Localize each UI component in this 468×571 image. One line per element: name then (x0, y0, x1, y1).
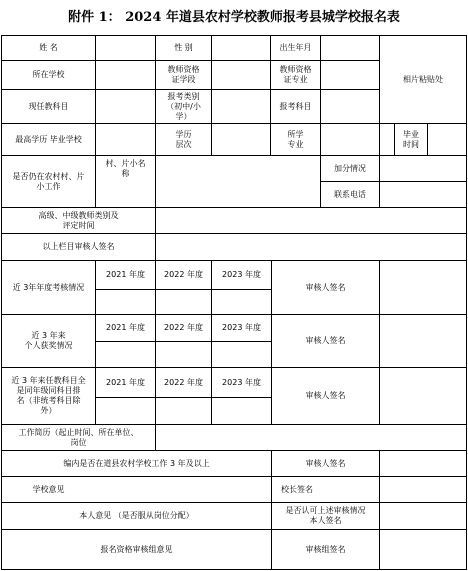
row-line (95, 397, 271, 398)
year-2023: 2023 年度 (222, 270, 261, 279)
label-education-school: 最高学历 毕业学校 (15, 134, 82, 144)
label-principal-sign: 校长签名 (281, 484, 313, 494)
label-reviewer-sign: 审核人签名 (305, 391, 346, 400)
label-rural-3y: 编内是否在道县农村学校工作 3 年及以上 (63, 458, 210, 468)
label-approve-review: 是否认可上述审核情况 本人签名 (285, 506, 366, 525)
label-group-sign: 审核组签名 (305, 544, 346, 554)
label-village-name: 村、片小名 称 (105, 158, 146, 178)
year-2022: 2022 年度 (164, 323, 203, 332)
year-2023: 2023 年度 (222, 323, 261, 332)
label-phone: 联系电话 (334, 189, 366, 199)
label-reviewer-sign: 审核人签名 (305, 458, 346, 468)
col-line (379, 155, 380, 207)
label-assess-3y: 近 3年年度考核情况 (12, 282, 85, 292)
year-2022: 2022 年度 (164, 377, 203, 387)
col-line (379, 450, 380, 529)
label-personal-opinion: 本人意见 （是否服从岗位分配） (79, 511, 194, 520)
col-line (320, 35, 321, 155)
label-work-history: 工作简历（起止时间、所在单位、 岗位 (18, 427, 139, 447)
label-education: 学历 层次 (175, 129, 192, 149)
col-line (95, 123, 96, 155)
row-line (95, 289, 271, 290)
label-apply-subject: 报考科目 (279, 101, 312, 111)
year-2022: 2022 年度 (164, 270, 203, 279)
col-line (155, 207, 156, 260)
label-group-opinion: 报名资格审核组意见 (100, 544, 173, 554)
col-line (379, 260, 380, 424)
col-line (155, 424, 156, 450)
row-line (95, 341, 271, 342)
label-rural-work: 是否仍在农村村、片 小工作 (12, 171, 85, 191)
photo-area: 相片粘贴处 (403, 74, 443, 84)
label-bonus: 加分情况 (334, 163, 366, 173)
label-cert-level: 教师资格 证学段 (167, 65, 200, 84)
col-line (211, 35, 212, 155)
label-name: 姓 名 (39, 43, 58, 52)
col-line (379, 529, 380, 570)
label-school-opinion: 学校意见 (32, 484, 65, 494)
year-2021: 2021 年度 (106, 377, 145, 387)
label-gender: 性 别 (174, 43, 193, 52)
label-title-category: 高级、中级教师类别及 评定时间 (38, 210, 119, 230)
form-title: 附件 1： 2024 年道县农村学校教师报考县城学校报名表 (68, 10, 400, 25)
year-2023: 2023 年度 (222, 377, 261, 387)
label-birth: 出生年月 (279, 43, 312, 52)
label-reviewer-sign: 审核人签名 (305, 336, 346, 345)
year-2021: 2021 年度 (106, 270, 145, 279)
label-award-3y: 近 3 年来 个人获奖情况 (24, 331, 73, 350)
label-current-subject: 现任教科目 (28, 101, 69, 111)
table-right-border (466, 35, 467, 570)
label-reviewer-sign: 审核人签名 (305, 282, 346, 292)
col-line (95, 35, 96, 123)
label-cert-subject: 教师资格 证专业 (279, 65, 312, 84)
label-reviewer-sign-above: 以上栏目审核人签名 (42, 242, 115, 251)
label-apply-category: 报考类别 （初中/小 学） (166, 91, 201, 121)
table-bottom-border (1, 569, 467, 570)
col-line (155, 155, 156, 207)
label-school: 所在学校 (32, 70, 65, 79)
label-grad-time: 毕业 时间 (403, 129, 419, 149)
col-line (427, 123, 428, 155)
label-subject-3y: 近 3 年来任教科目全 是同年级同科目排 名（非统考科目除 外） (11, 376, 86, 415)
year-2021: 2021 年度 (106, 323, 145, 332)
label-major: 所学 专业 (287, 129, 304, 149)
